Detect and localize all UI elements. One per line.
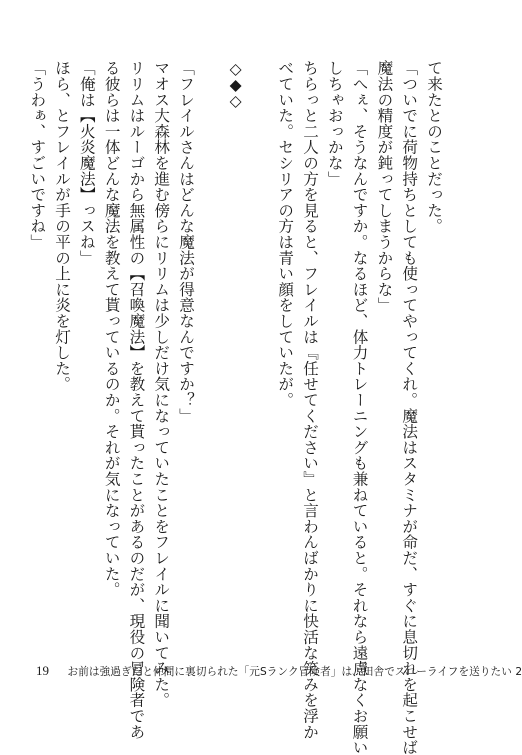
text-line: 「俺は【火炎魔法】っスね」 [74, 60, 99, 640]
text-line: リリムはルーゴから無属性の【召喚魔法】を教えて貰ったことがあるのだが、現役の冒険者であ [124, 60, 149, 640]
text-line: 「フレイルさんはどんな魔法が得意なんですか？」 [173, 60, 198, 640]
page-footer [36, 662, 476, 680]
body-text [46, 60, 446, 640]
blank-line [248, 60, 273, 640]
text-line: マオス大森林を進む傍らにリリムは少しだけ気になっていたことをフレイルに聞いてみた。 [148, 60, 173, 640]
text-line: 「ついでに荷物持ちとしても使ってやってくれ。魔法はスタミナが命だ、すぐに息切れを起こせば [396, 60, 421, 640]
text-line: 魔法の精度が鈍ってしまうからな」 [372, 60, 397, 640]
running-title: お前は強過ぎだと仲間に裏切られた「元Sランク冒険者」は、田舎でスローライフを送りたい 2 [68, 663, 522, 681]
text-line: 「へぇ、そうなんですか。なるほど、体力トレーニングも兼ねていると。それなら遠慮なくお願い [347, 60, 372, 640]
text-line: る彼らは一体どんな魔法を教えて貰っているのか。それが気になっていた。 [99, 60, 124, 640]
text-line: ほら、とフレイルが手の平の上に炎を灯した。 [49, 60, 74, 640]
text-line: ちらっと二人の方を見ると、フレイルは『任せてください』と言わんばかりに快活な笑みを浮か [297, 60, 322, 640]
text-line: べていた。セシリアの方は青い顔をしていたが。 [272, 60, 297, 640]
text-line: しちゃおっかな」 [322, 60, 347, 640]
text-line: て来たとのことだった。 [421, 60, 446, 640]
blank-line [198, 60, 223, 640]
page-number: 19 [36, 662, 64, 680]
section-break-ornament: ◇◆◇ [223, 60, 248, 640]
text-line: 「うわぁ、すごいですね」 [24, 60, 49, 640]
